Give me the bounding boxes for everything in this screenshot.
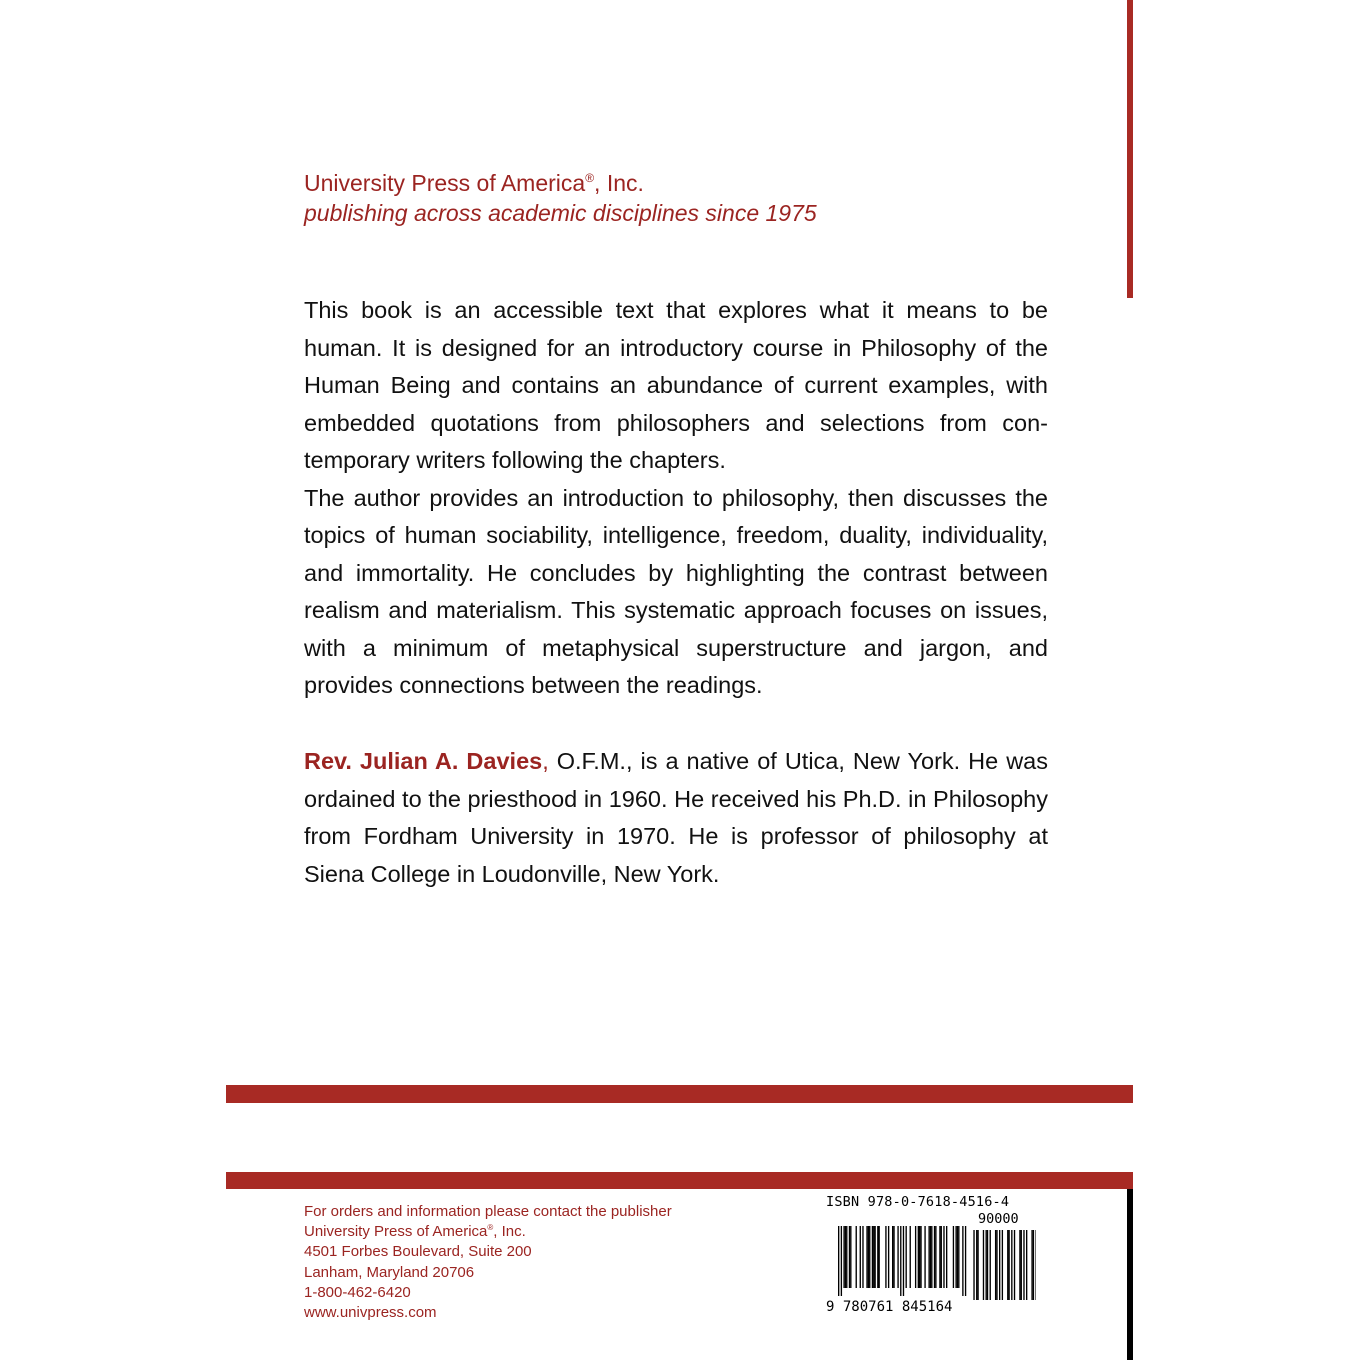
barcode-bar: [958, 1226, 959, 1288]
barcode-bar: [893, 1226, 894, 1288]
barcode-bar: [931, 1226, 932, 1288]
registered-mark: ®: [585, 171, 595, 185]
red-divider-bar-upper: [226, 1085, 1133, 1103]
barcode-bar: [838, 1226, 839, 1296]
barcode-bar: [977, 1230, 978, 1300]
barcode-bar: [860, 1226, 861, 1288]
barcode-bar: [856, 1226, 857, 1288]
barcode-bar: [862, 1226, 863, 1288]
barcode-bar: [872, 1226, 873, 1288]
barcode-bar: [983, 1230, 984, 1300]
publisher-suffix: , Inc.: [594, 170, 644, 196]
barcode-bar: [843, 1226, 844, 1288]
barcode-bar: [935, 1226, 936, 1288]
barcode-bar: [976, 1230, 977, 1300]
barcode-bar: [866, 1226, 867, 1288]
contact-address-line-2: Lanham, Maryland 20706: [304, 1263, 475, 1281]
barcode-bar: [1008, 1230, 1009, 1300]
barcode-bar: [957, 1226, 958, 1288]
barcode-bar: [874, 1226, 875, 1288]
barcode-bar: [939, 1226, 940, 1288]
barcode-bar: [897, 1226, 898, 1288]
barcode-bar: [849, 1226, 850, 1288]
barcode-bar: [1007, 1230, 1008, 1300]
barcode-bar: [1033, 1230, 1034, 1300]
barcode-bar: [845, 1226, 846, 1288]
barcode-bar: [1019, 1230, 1020, 1300]
price-code: 90000: [978, 1211, 1019, 1227]
description-paragraph-1: This book is an accessible text that explores what it means to be human. It is designed for an introductory course in Philosophy of the Human Being and contains an abundance of current examples, with embedded quotations from philosophers and selections from contemporary writers following the chapters.: [304, 297, 1048, 473]
barcode-bar: [915, 1226, 916, 1288]
barcode-bar: [868, 1226, 869, 1288]
barcode-bar: [846, 1226, 847, 1288]
contact-registered-mark: ®: [487, 1223, 494, 1233]
isbn-barcode: [826, 1226, 1036, 1300]
barcode-bar: [885, 1226, 886, 1288]
bottom-right-black-bar: [1127, 1189, 1133, 1360]
top-right-accent-bar: [1127, 0, 1133, 298]
author-bio-paragraph: [304, 743, 1048, 893]
barcode-bar: [928, 1226, 929, 1288]
description-paragraph-2: The author provides an introduction to philosophy, then discusses the topics of human sociability, intelligence, freedom, duality, individuality, and immortality. He concludes by highlighting the contrast between realism and materialism. This systematic approach focuses on issues, with a minimum of metaphysical superstructure and jargon, and provides connections between the readings.: [304, 484, 1048, 698]
barcode-bar: [892, 1226, 893, 1288]
barcode-bar: [900, 1226, 901, 1296]
barcode-bar: [850, 1226, 851, 1288]
publisher-contact-block: [304, 1202, 672, 1323]
barcode-bar: [1002, 1230, 1003, 1300]
barcode-bar: [941, 1226, 942, 1288]
publisher-header: [304, 168, 817, 228]
barcode-bar: [1031, 1230, 1032, 1300]
barcode-bar: [924, 1226, 925, 1288]
red-divider-bar-lower: [226, 1172, 1133, 1189]
author-bio: [304, 743, 1048, 893]
barcode-bar: [965, 1226, 966, 1296]
barcode-bar: [906, 1226, 907, 1288]
barcode-bar: [877, 1226, 878, 1288]
contact-intro: For orders and information please contact the publisher: [304, 1203, 672, 1220]
barcode-bar: [973, 1230, 974, 1300]
author-name: Rev. Julian A. Davies: [304, 748, 543, 774]
price-addon-bars: [973, 1230, 1036, 1300]
author-name-comma: ,: [542, 748, 549, 774]
book-description: [304, 292, 1048, 705]
ean13-bars: [838, 1226, 966, 1296]
barcode-bar: [995, 1230, 996, 1300]
barcode-bar: [919, 1226, 920, 1288]
barcode-bar: [879, 1226, 880, 1288]
contact-publisher-suffix: , Inc.: [493, 1223, 526, 1241]
barcode-bar: [996, 1230, 997, 1300]
isbn-label: ISBN 978-0-7618-4516-4: [826, 1194, 1010, 1210]
barcode-bar: [920, 1226, 921, 1288]
barcode-bar: [1035, 1230, 1036, 1300]
barcode-bar: [930, 1226, 931, 1288]
barcode-bar: [873, 1226, 874, 1288]
barcode-bar: [1011, 1230, 1012, 1300]
contact-publisher-name: University Press of America: [304, 1223, 488, 1241]
barcode-digits: 9 780761 845164: [826, 1299, 953, 1315]
contact-publisher-line: [304, 1222, 672, 1242]
barcode-bar: [986, 1230, 987, 1300]
barcode-bar: [1026, 1230, 1027, 1300]
barcode-bar: [990, 1230, 991, 1300]
barcode-bar: [869, 1226, 870, 1288]
barcode-bar: [953, 1226, 954, 1288]
barcode-bar: [999, 1230, 1000, 1300]
barcode-bar: [1014, 1230, 1015, 1300]
barcode-bar: [1023, 1230, 1024, 1300]
barcode-bar: [962, 1226, 963, 1296]
barcode-bar: [955, 1226, 956, 1288]
barcode-bar: [918, 1226, 919, 1288]
barcode-bar: [934, 1226, 935, 1288]
contact-phone: 1-800-462-6420: [304, 1283, 411, 1301]
publisher-name-line: [304, 168, 817, 198]
barcode-bar: [987, 1230, 988, 1300]
barcode-bar: [841, 1226, 842, 1296]
contact-website: www.univpress.com: [304, 1304, 437, 1322]
author-bio-text: O.F.M., is a native of Utica, New York. He was ordained to the priesthood in 1960. He received his Ph.D. in Philosophy from Fordham University in 1970. He is professor of philosophy at Siena College in Loudonville, New York.: [304, 748, 1048, 887]
barcode-bar: [910, 1226, 911, 1288]
barcode-bar: [888, 1226, 889, 1288]
barcode-bar: [943, 1226, 944, 1288]
barcode-bar: [903, 1226, 904, 1296]
barcode-bar: [946, 1226, 947, 1288]
publisher-name: University Press of America: [304, 170, 586, 196]
publisher-tagline: publishing across academic disciplines since 1975: [304, 200, 817, 226]
barcode-bar: [1021, 1230, 1022, 1300]
contact-address-line-1: 4501 Forbes Boulevard, Suite 200: [304, 1243, 532, 1261]
